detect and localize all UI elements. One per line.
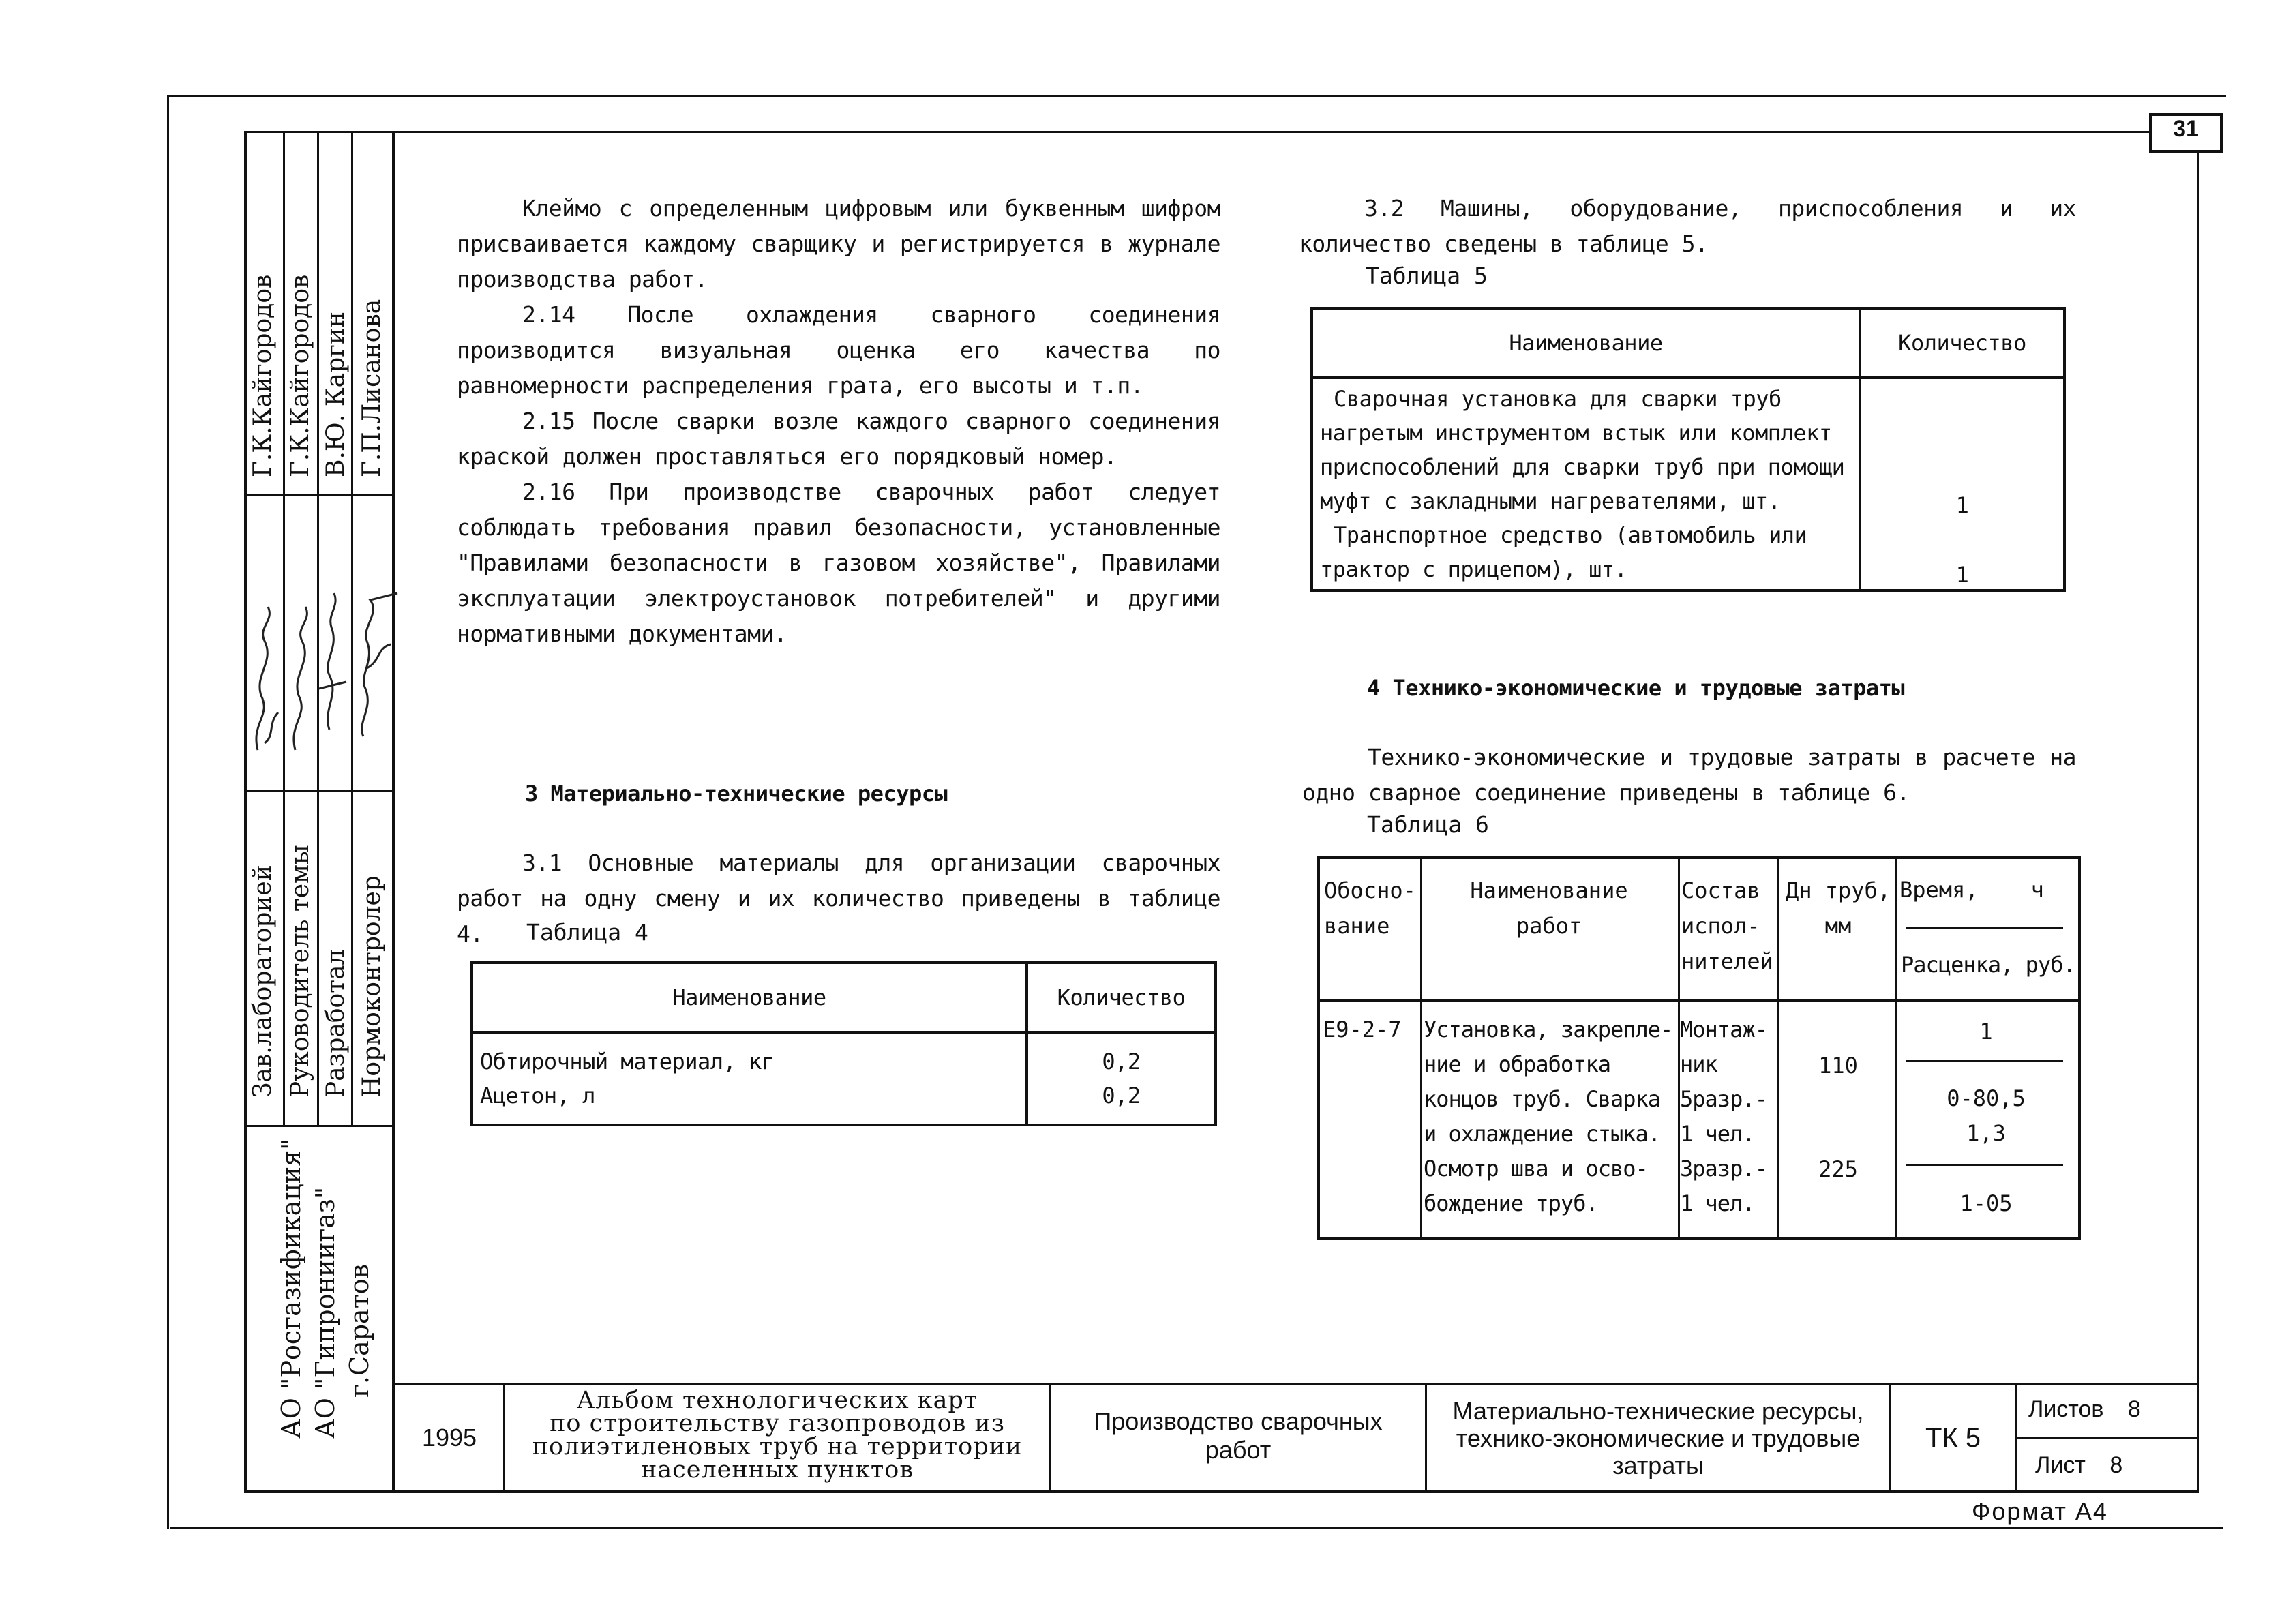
table6-time-2: 1,3 [1966, 1120, 2006, 1146]
stamp-org-2: АО "Гипрониигаз" [310, 1186, 340, 1439]
table5 [1310, 307, 2066, 592]
table5-row-name: Сварочная установка для сварки труб нагретым инструментом встык или комплект приспособлений для сварки труб при помощи муфт с закладными нагревателями, шт. [1320, 386, 1845, 514]
table6-header-dn: Дн труб, мм [1785, 877, 1891, 939]
title-section: Производство сварочных работ [1094, 1407, 1383, 1464]
paragraph-stamp-marking: Клеймо с определенным цифровым или буквенным шифром присваивается каждому сварщику и регистрируется в журнале производства работ. [457, 195, 1220, 292]
table5-row-name: Транспортное средство (автомобиль или трактор с прицепом), шт. [1320, 522, 1807, 582]
outer-frame-left [167, 95, 169, 1529]
paragraph-3-1: 3.1 Основные материалы для организации сварочных работ на одну смену и их количество приведены в таблице 4. [457, 849, 1220, 947]
table4 [470, 961, 1217, 1126]
paragraph-2-15: 2.15 После сварки возле каждого сварного соединения краской должен проставляться его порядковый номер. [457, 408, 1220, 470]
table6-time-price-divider [1906, 1060, 2063, 1062]
table4-row-name: Обтирочный материал, кг [480, 1049, 775, 1074]
sheet-current-value: 8 [2109, 1452, 2123, 1478]
table6-dn-2: 225 [1818, 1156, 1858, 1182]
paragraph-4: Технико-экономические и трудовые затраты в расчете на одно сварное соединение приведены в таблице 6. [1302, 744, 2076, 806]
table5-cell [1860, 378, 2064, 590]
table5-cell [1312, 378, 1860, 590]
stamp-name-2: Г.К.Кайгородов [286, 274, 314, 477]
sheets-total-value: 8 [2127, 1396, 2141, 1422]
table4-caption: Таблица 4 [526, 919, 648, 946]
table5-caption: Таблица 5 [1366, 262, 1488, 289]
table4-cell [1027, 1032, 1216, 1125]
stamp-column-line-4 [392, 131, 395, 1491]
stamp-divider-1 [244, 494, 394, 496]
title-album: Альбом технологических карт по строительству газопроводов из полиэтиленовых труб на территории населенных пунктов [532, 1387, 1023, 1484]
stamp-role-2: Руководитель темы [286, 845, 314, 1098]
table6-header-work: Наименование работ [1470, 877, 1628, 939]
sheets-total-label: Листов [2028, 1396, 2104, 1422]
table6-header-basis: Обосно- вание [1324, 877, 1416, 939]
table5-row-qty: 1 [1955, 492, 1969, 518]
stamp-signatures [244, 586, 421, 764]
title-block-vline [1889, 1383, 1891, 1492]
right-paragraph-4 [1302, 740, 2076, 811]
table6-time-price-divider [1906, 927, 2063, 929]
table4-header-qty: Количество [1027, 963, 1216, 1032]
outer-frame-top [167, 95, 2226, 97]
table6-header-time: Время, ч [1899, 877, 2044, 903]
left-paragraphs [457, 191, 1220, 652]
stamp-name-4: Г.П.Лисанова [358, 299, 386, 477]
table6 [1317, 856, 2081, 1240]
table6-basis: Е9-2-7 [1323, 1017, 1402, 1042]
title-block-vline [1425, 1383, 1427, 1492]
table6-header-crew: Состав испол- нителей [1681, 877, 1773, 974]
right-paragraph-3-2 [1299, 191, 2076, 262]
table6-caption: Таблица 6 [1367, 811, 1489, 838]
paragraph-2-16: 2.16 При производстве сварочных работ следует соблюдать требования правил безопасности, установленные "Правилами безопасности в газовом хозяйстве", Правилами эксплуатации электроустановок потребителей" и другими нормативными документами. [457, 479, 1220, 647]
stamp-role-1: Зав.лабораторией [249, 864, 277, 1098]
stamp-role-4: Нормоконтролер [358, 875, 386, 1098]
sheets-total [2028, 1395, 2141, 1424]
table6-work: Установка, закрепле- ние и обработка концов труб. Сварка и охлаждение стыка. Осмотр шва и осво- бождение труб. [1424, 1017, 1673, 1216]
title-block-vline [1049, 1383, 1051, 1492]
sheet-number: 31 [2173, 116, 2199, 142]
stamp-org-1: АО "Росгазификация" [276, 1138, 306, 1439]
stamp-org-3: г.Саратов [344, 1264, 374, 1398]
table4-header-name: Наименование [472, 963, 1027, 1032]
table4-row-name: Ацетон, л [480, 1083, 595, 1109]
inner-frame-right [2197, 131, 2199, 1491]
inner-frame-bottom [244, 1490, 2199, 1493]
outer-frame-bottom [170, 1527, 2223, 1529]
stamp-divider-3 [244, 1125, 394, 1127]
section3-heading: 3 Материально-технические ресурсы [525, 781, 948, 807]
title-subject: Материально-технические ресурсы, технико-экономические и трудовые затраты [1452, 1397, 1864, 1479]
title-block-top [394, 1383, 2199, 1385]
paragraph-3-2: 3.2 Машины, оборудование, приспособления и их количество сведены в таблице 5. [1299, 195, 2076, 257]
sheet-current [2035, 1451, 2122, 1479]
stamp-divider-2 [244, 790, 394, 792]
paragraph-2-14: 2.14 После охлаждения сварного соединения производится визуальная оценка его качества по равномерности распределения грата, его высоты и т.п. [457, 301, 1220, 399]
title-block-vline [503, 1383, 505, 1492]
inner-frame-top [244, 131, 2199, 133]
table6-header-bottom [1320, 999, 2078, 1002]
section4-heading: 4 Технико-экономические и трудовые затраты [1367, 675, 1905, 701]
inner-frame-left [244, 131, 247, 1491]
table6-dn-1: 110 [1818, 1053, 1858, 1079]
stamp-name-3: В.Ю. Каргин [322, 312, 350, 477]
table4-row-qty: 0,2 [1102, 1049, 1141, 1074]
table5-header-qty: Количество [1860, 308, 2064, 378]
stamp-role-3: Разработал [322, 949, 350, 1098]
table6-crew-1: Монтаж- ник 5разр.- 1 чел. [1680, 1017, 1767, 1147]
table4-row-qty: 0,2 [1102, 1083, 1141, 1109]
table6-header-price: Расценка, руб. [1901, 952, 2075, 978]
table4-cell [472, 1032, 1027, 1125]
table6-crew-2: 3разр.- 1 чел. [1680, 1156, 1767, 1216]
table6-time-price-divider [1906, 1164, 2063, 1166]
title-block-sheets-divider [2015, 1437, 2197, 1439]
table6-time-1: 1 [1979, 1019, 1993, 1044]
format-label: Формат А4 [1972, 1497, 2108, 1525]
stamp-name-1: Г.К.Кайгородов [249, 274, 277, 477]
table6-price-2: 1-05 [1959, 1190, 2013, 1216]
table6-price-1: 0-80,5 [1947, 1085, 2026, 1111]
title-code: ТК 5 [1925, 1423, 1981, 1453]
table5-header-name: Наименование [1312, 308, 1860, 378]
title-year: 1995 [421, 1424, 477, 1452]
table5-row-qty: 1 [1955, 562, 1969, 588]
sheet-current-label: Лист [2035, 1452, 2086, 1478]
